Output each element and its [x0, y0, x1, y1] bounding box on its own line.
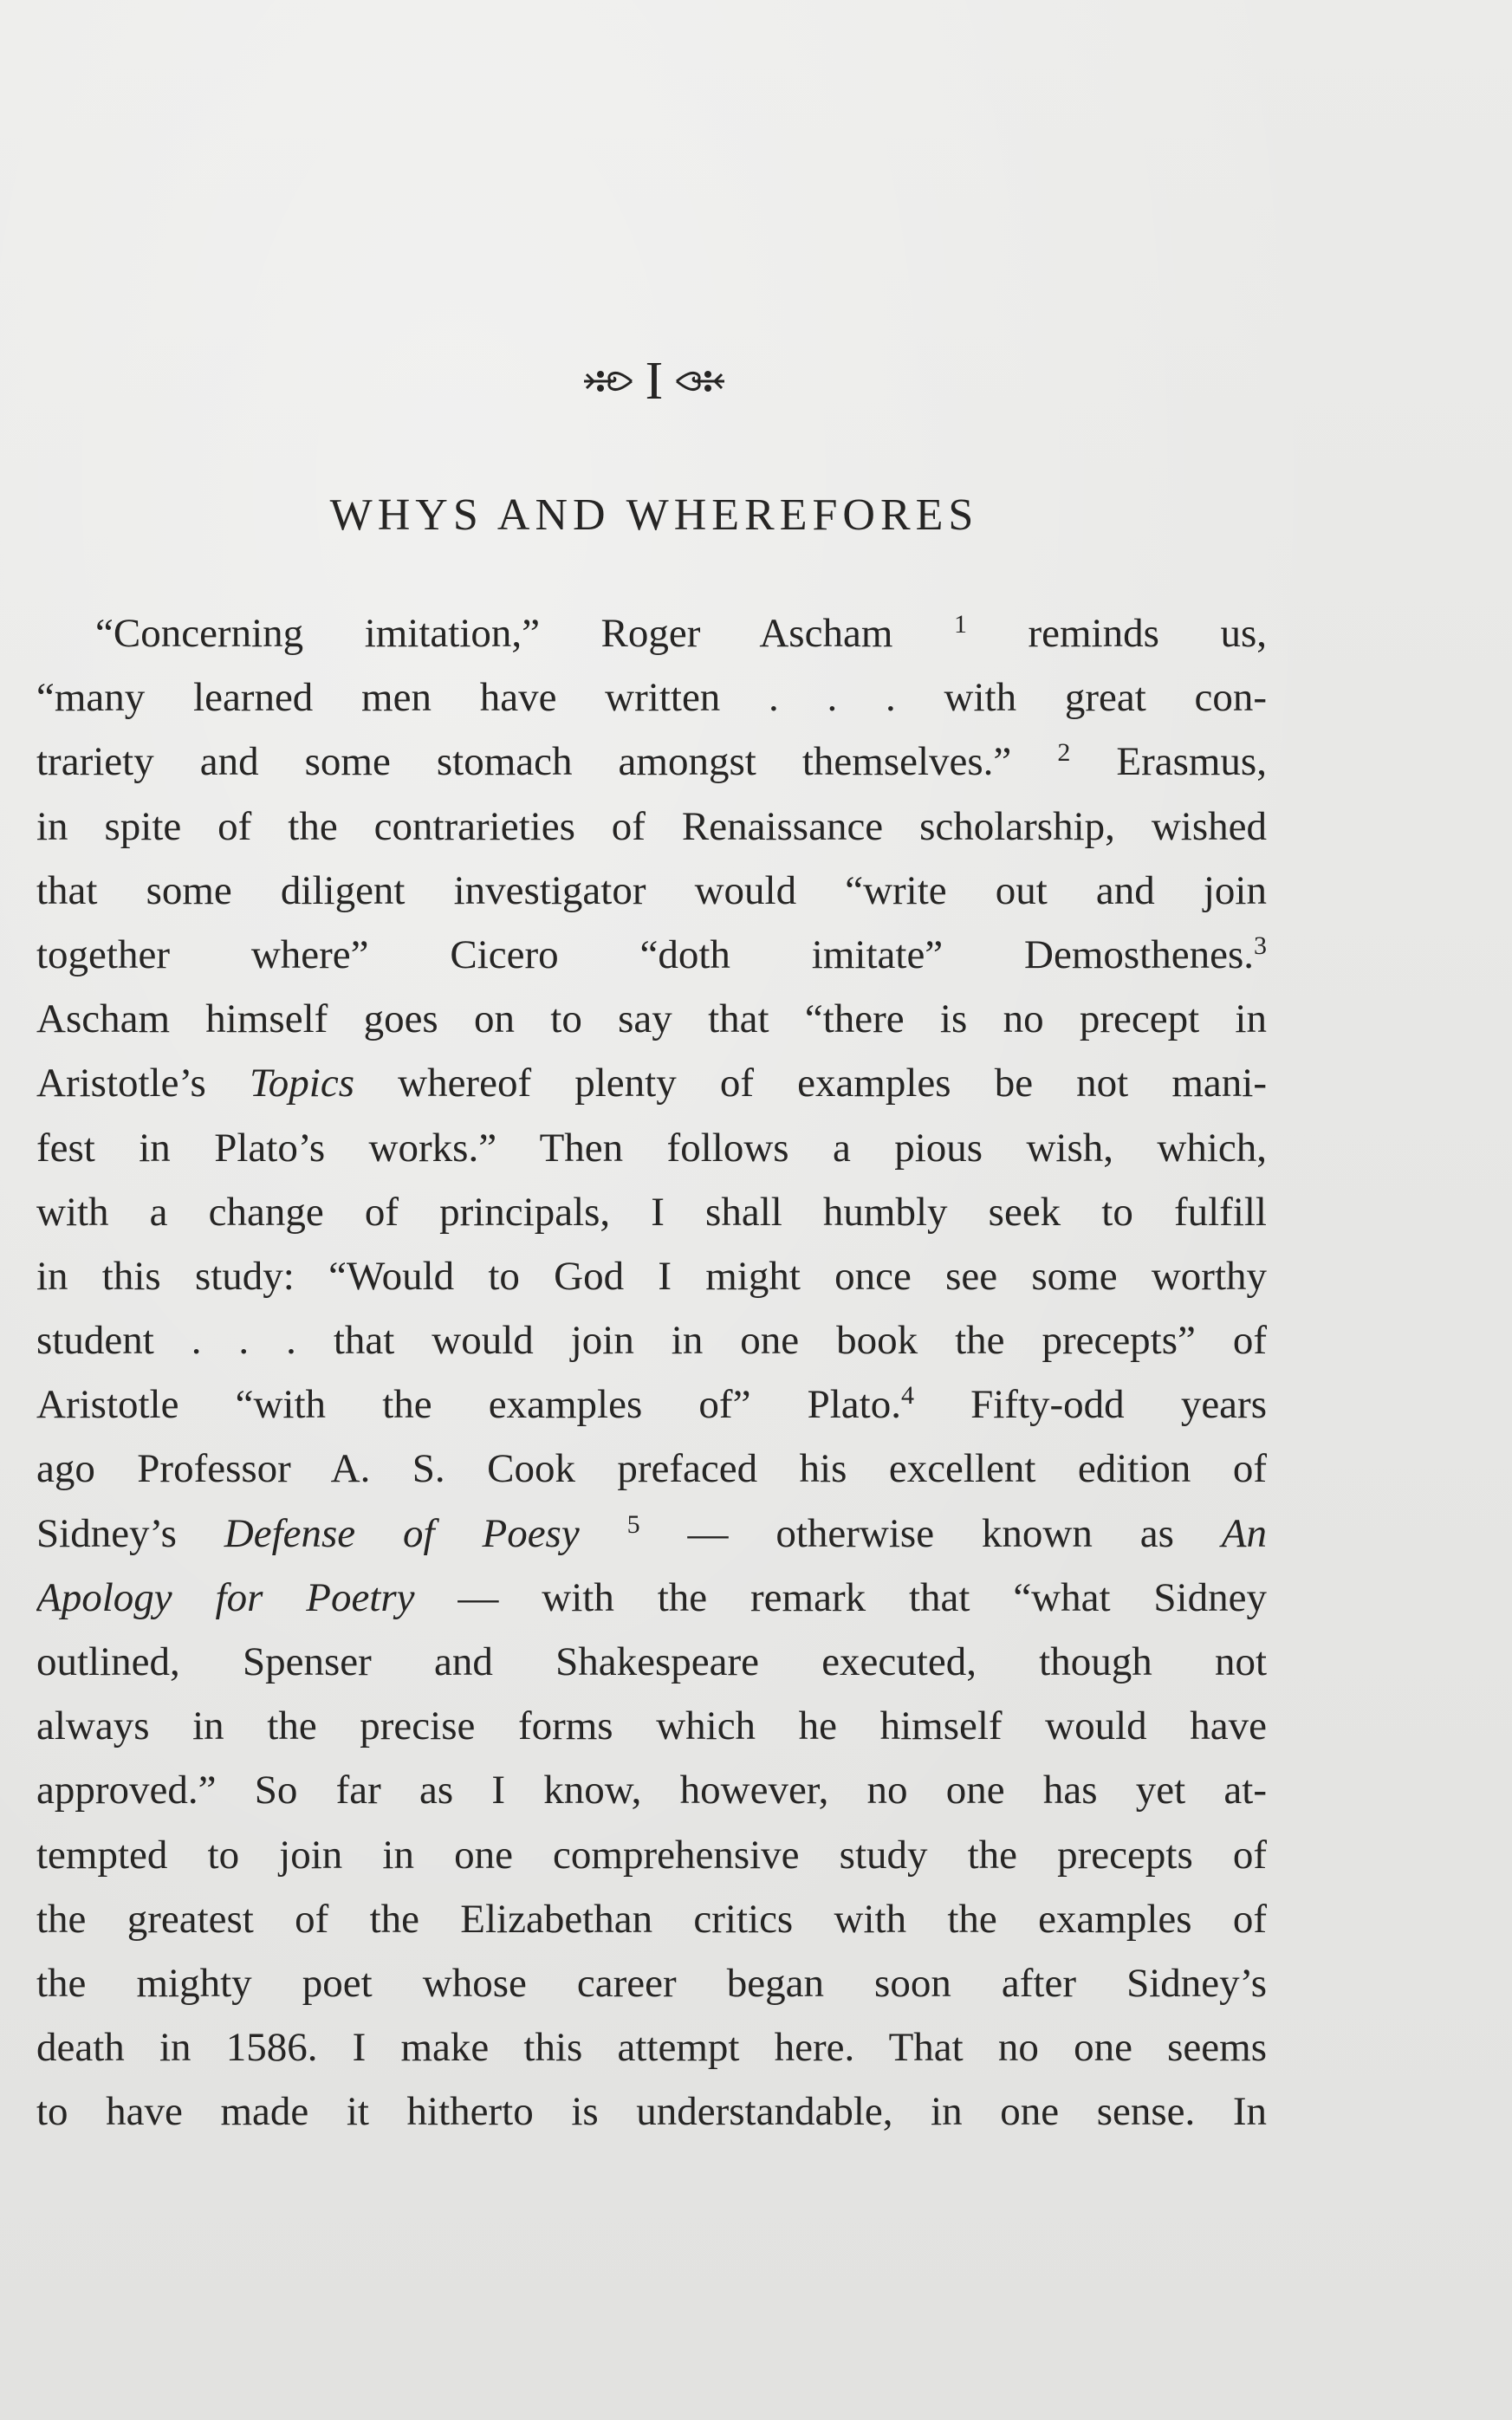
text-line: Aristotle’s Topics whereof plenty of examples be not mani-	[36, 1061, 1267, 1106]
text-line: trariety and some stomach amongst themselves.” $^2$ Erasmus,	[36, 738, 1267, 785]
text-line: Aristotle “with the examples of” Plato.$^4$ Fifty-odd years	[36, 1381, 1267, 1428]
text-line: always in the precise forms which he himself would have	[36, 1703, 1267, 1749]
text-line: in this study: “Would to God I might once see some worthy	[36, 1253, 1267, 1299]
fleuron-left-icon	[581, 355, 633, 407]
text-line: Sidney’s Defense of Poesy $^5$ — otherwise known as An	[36, 1509, 1267, 1556]
text-line: tempted to join in one comprehensive study the precepts of	[36, 1832, 1267, 1878]
fleuron-right-icon	[675, 355, 727, 407]
text-line: with a change of principals, I shall humbly seek to fulfill	[36, 1189, 1267, 1235]
chapter-title: WHYS AND WHEREFORES	[329, 490, 979, 540]
text-line: fest in Plato’s works.” Then follows a pious wish, which,	[36, 1125, 1267, 1171]
text-line: “Concerning imitation,” Roger Ascham $^1$ reminds us,	[95, 610, 1267, 656]
chapter-heading-mark	[0, 342, 1308, 420]
text-line: together where” Cicero “doth imitate” Demosthenes.$^3$	[36, 931, 1267, 977]
text-line: approved.” So far as I know, however, no one has yet at-	[36, 1768, 1267, 1813]
text-line: outlined, Spenser and Shakespeare executed, though not	[36, 1639, 1267, 1684]
text-line: Apology for Poetry — with the remark that “what Sidney	[36, 1574, 1267, 1620]
body-text	[36, 601, 1267, 2144]
text-line: death in 1586. I make this attempt here. That no one seems	[36, 2025, 1267, 2071]
text-line: “many learned men have written . . . with great con-	[36, 675, 1267, 721]
text-line: Ascham himself goes on to say that “there is no precept in	[36, 996, 1267, 1042]
text-line: ago Professor A. S. Cook prefaced his excellent edition of	[36, 1446, 1267, 1492]
text-line: the greatest of the Elizabethan critics with the examples of	[36, 1896, 1267, 1942]
text-line: to have made it hitherto is understandable, in one sense. In	[36, 2089, 1267, 2135]
text-line: the mighty poet whose career began soon after Sidney’s	[36, 1960, 1267, 2006]
text-line: student . . . that would join in one book the precepts” of	[36, 1318, 1267, 1364]
text-line: in spite of the contrarieties of Renaissance scholarship, wished	[36, 803, 1267, 849]
text-line: that some diligent investigator would “write out and join	[36, 867, 1267, 913]
chapter-number: I	[645, 352, 664, 411]
